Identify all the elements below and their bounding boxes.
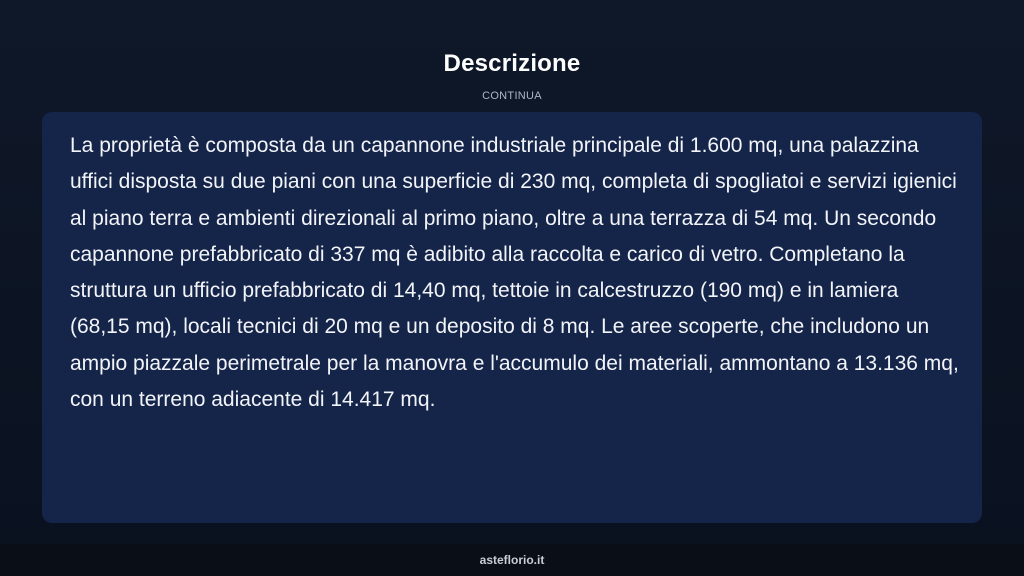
footer-bar	[0, 544, 1024, 576]
page-title: Descrizione	[443, 50, 581, 77]
continue-label: CONTINUA	[482, 90, 542, 102]
description-text: La proprietà è composta da un capannone industriale principale di 1.600 mq, una palazzina uffici disposta su due piani con una superficie di 230 mq, completa di spogliatoi e servizi igienici al piano terra e ambienti direzionali al primo piano, oltre a una terrazza di 54 mq. Un secondo capannone prefabbricato di 337 mq è adibito alla raccolta e carico di vetro. Completano la struttura un ufficio prefabbricato di 14,40 mq, tettoie in calcestruzzo (190 mq) e in lamiera (68,15 mq), locali tecnici di 20 mq e un deposito di 8 mq. Le aree scoperte, che includono un ampio piazzale perimetrale per la manovra e l'accumulo dei materiali, ammontano a 13.136 mq, con un terreno adiacente di 14.417 mq.	[70, 134, 959, 412]
description-panel	[42, 112, 982, 523]
footer-brand: asteflorio.it	[479, 553, 545, 567]
